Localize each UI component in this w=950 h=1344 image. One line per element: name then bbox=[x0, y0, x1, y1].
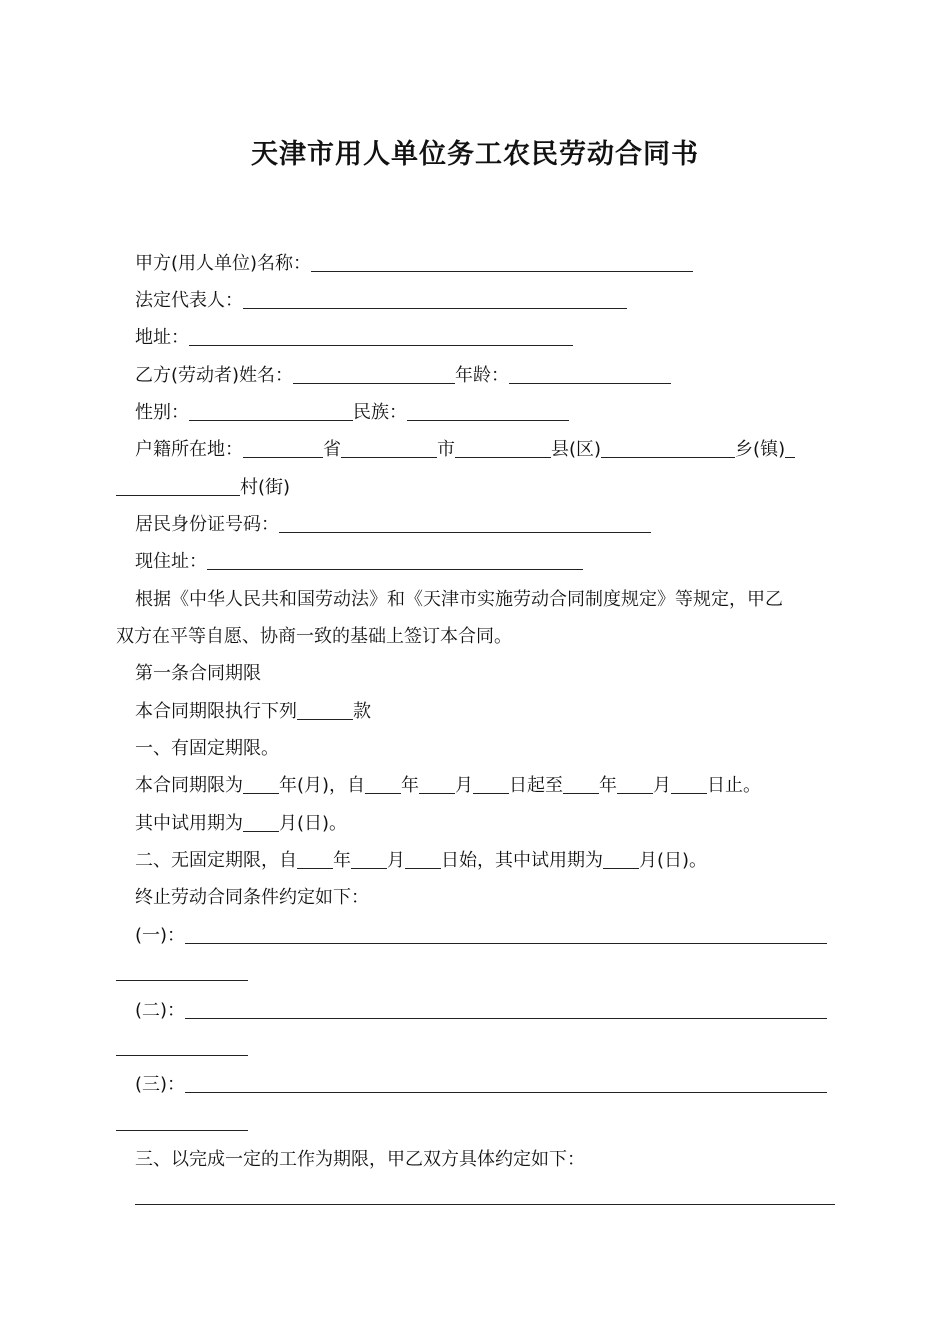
legal-rep-row bbox=[135, 290, 627, 312]
township-label: 乡(镇) bbox=[735, 439, 786, 460]
condition-item-3 bbox=[135, 1074, 827, 1096]
execute-suffix: 款 bbox=[353, 701, 371, 722]
village-label: 村(街) bbox=[240, 477, 291, 498]
gender-row bbox=[135, 402, 569, 424]
party-a-name-label: 甲方(用人单位)名称： bbox=[135, 253, 312, 274]
open-term-label-a: 二、无固定期限，自 bbox=[135, 850, 297, 871]
village-blank[interactable] bbox=[116, 477, 240, 496]
address-row bbox=[135, 327, 573, 349]
condition-item-3-cont bbox=[116, 1112, 248, 1134]
county-label: 县(区) bbox=[551, 439, 602, 460]
term-label-g: 月 bbox=[653, 775, 672, 796]
legal-rep-blank[interactable] bbox=[243, 290, 627, 309]
term-label-h: 日止。 bbox=[707, 775, 762, 796]
project-term-heading: 三、以完成一定的工作为期限，甲乙双方具体约定如下： bbox=[135, 1149, 585, 1170]
party-b-name-label: 乙方(劳动者)姓名： bbox=[135, 365, 294, 386]
project-term-row bbox=[135, 1186, 835, 1208]
address-blank[interactable] bbox=[189, 327, 573, 346]
condition-item-2 bbox=[135, 1000, 827, 1022]
address-label: 地址： bbox=[135, 327, 189, 348]
term-row bbox=[135, 775, 761, 797]
province-blank[interactable] bbox=[243, 439, 323, 458]
condition-1-blank-cont[interactable] bbox=[116, 962, 248, 981]
party-a-name-blank[interactable] bbox=[311, 253, 693, 272]
term-label-a: 本合同期限为 bbox=[135, 775, 243, 796]
condition-item-1-cont bbox=[116, 962, 248, 984]
age-label: 年龄： bbox=[455, 365, 510, 386]
condition-item-2-cont bbox=[116, 1037, 248, 1059]
city-label: 市 bbox=[437, 439, 455, 460]
condition-2-blank[interactable] bbox=[185, 1000, 827, 1019]
township-blank-tail[interactable] bbox=[785, 439, 795, 458]
condition-item-1 bbox=[135, 925, 827, 947]
execute-row bbox=[135, 701, 371, 723]
probation-row bbox=[135, 813, 347, 835]
open-term-row bbox=[135, 850, 707, 872]
current-address-label: 现住址： bbox=[135, 551, 207, 572]
article-1-heading: 第一条合同期限 bbox=[135, 663, 261, 684]
term-label-e: 日起至 bbox=[509, 775, 564, 796]
condition-item-2-label: (二)： bbox=[135, 1000, 186, 1021]
open-term-label-b: 年 bbox=[333, 850, 351, 871]
start-month-blank[interactable] bbox=[419, 775, 455, 794]
condition-3-blank-cont[interactable] bbox=[116, 1112, 248, 1131]
open-term-label-e: 月(日)。 bbox=[639, 850, 708, 871]
open-year-blank[interactable] bbox=[297, 850, 333, 869]
probation-label: 其中试用期为 bbox=[135, 813, 243, 834]
open-day-blank[interactable] bbox=[405, 850, 441, 869]
open-probation-blank[interactable] bbox=[603, 850, 639, 869]
condition-item-3-label: (三)： bbox=[135, 1074, 186, 1095]
legal-rep-label: 法定代表人： bbox=[135, 290, 243, 311]
gender-label: 性别： bbox=[135, 402, 189, 423]
hukou-label: 户籍所在地： bbox=[135, 439, 243, 460]
probation-blank[interactable] bbox=[243, 813, 279, 832]
party-b-name-blank[interactable] bbox=[293, 365, 455, 384]
village-row bbox=[116, 477, 290, 499]
execute-blank[interactable] bbox=[297, 701, 353, 720]
preamble-line-1: 根据《中华人民共和国劳动法》和《天津市实施劳动合同制度规定》等规定，甲乙 bbox=[135, 589, 783, 610]
party-b-row bbox=[135, 365, 671, 387]
gender-blank[interactable] bbox=[189, 402, 353, 421]
project-term-blank[interactable] bbox=[135, 1186, 835, 1205]
county-blank[interactable] bbox=[455, 439, 551, 458]
execute-label: 本合同期限执行下列 bbox=[135, 701, 297, 722]
condition-item-1-label: (一)： bbox=[135, 925, 186, 946]
end-month-blank[interactable] bbox=[617, 775, 653, 794]
start-year-blank[interactable] bbox=[365, 775, 401, 794]
fixed-term-heading: 一、有固定期限。 bbox=[135, 738, 279, 759]
condition-1-blank[interactable] bbox=[185, 925, 827, 944]
document-title: 天津市用人单位务工农民劳动合同书 bbox=[251, 139, 699, 170]
end-day-blank[interactable] bbox=[671, 775, 707, 794]
hukou-row bbox=[135, 439, 795, 461]
condition-3-blank[interactable] bbox=[185, 1074, 827, 1093]
start-day-blank[interactable] bbox=[473, 775, 509, 794]
id-number-row bbox=[135, 514, 651, 536]
term-label-c: 年 bbox=[401, 775, 420, 796]
age-blank[interactable] bbox=[509, 365, 671, 384]
township-blank[interactable] bbox=[601, 439, 735, 458]
condition-2-blank-cont[interactable] bbox=[116, 1037, 248, 1056]
term-label-b: 年(月)，自 bbox=[279, 775, 366, 796]
probation-unit: 月(日)。 bbox=[279, 813, 348, 834]
open-month-blank[interactable] bbox=[351, 850, 387, 869]
termination-heading: 终止劳动合同条件约定如下： bbox=[135, 887, 369, 908]
end-year-blank[interactable] bbox=[563, 775, 599, 794]
current-address-row bbox=[135, 551, 583, 573]
open-term-label-d: 日始，其中试用期为 bbox=[441, 850, 603, 871]
ethnicity-blank[interactable] bbox=[407, 402, 569, 421]
preamble-line-2: 双方在平等自愿、协商一致的基础上签订本合同。 bbox=[116, 626, 512, 647]
id-number-blank[interactable] bbox=[279, 514, 651, 533]
province-label: 省 bbox=[323, 439, 341, 460]
term-label-f: 年 bbox=[599, 775, 618, 796]
party-a-name-row bbox=[135, 253, 693, 275]
term-length-blank[interactable] bbox=[243, 775, 279, 794]
ethnicity-label: 民族： bbox=[353, 402, 407, 423]
city-blank[interactable] bbox=[341, 439, 437, 458]
current-address-blank[interactable] bbox=[207, 551, 583, 570]
term-label-d: 月 bbox=[455, 775, 474, 796]
open-term-label-c: 月 bbox=[387, 850, 405, 871]
id-number-label: 居民身份证号码： bbox=[135, 514, 279, 535]
